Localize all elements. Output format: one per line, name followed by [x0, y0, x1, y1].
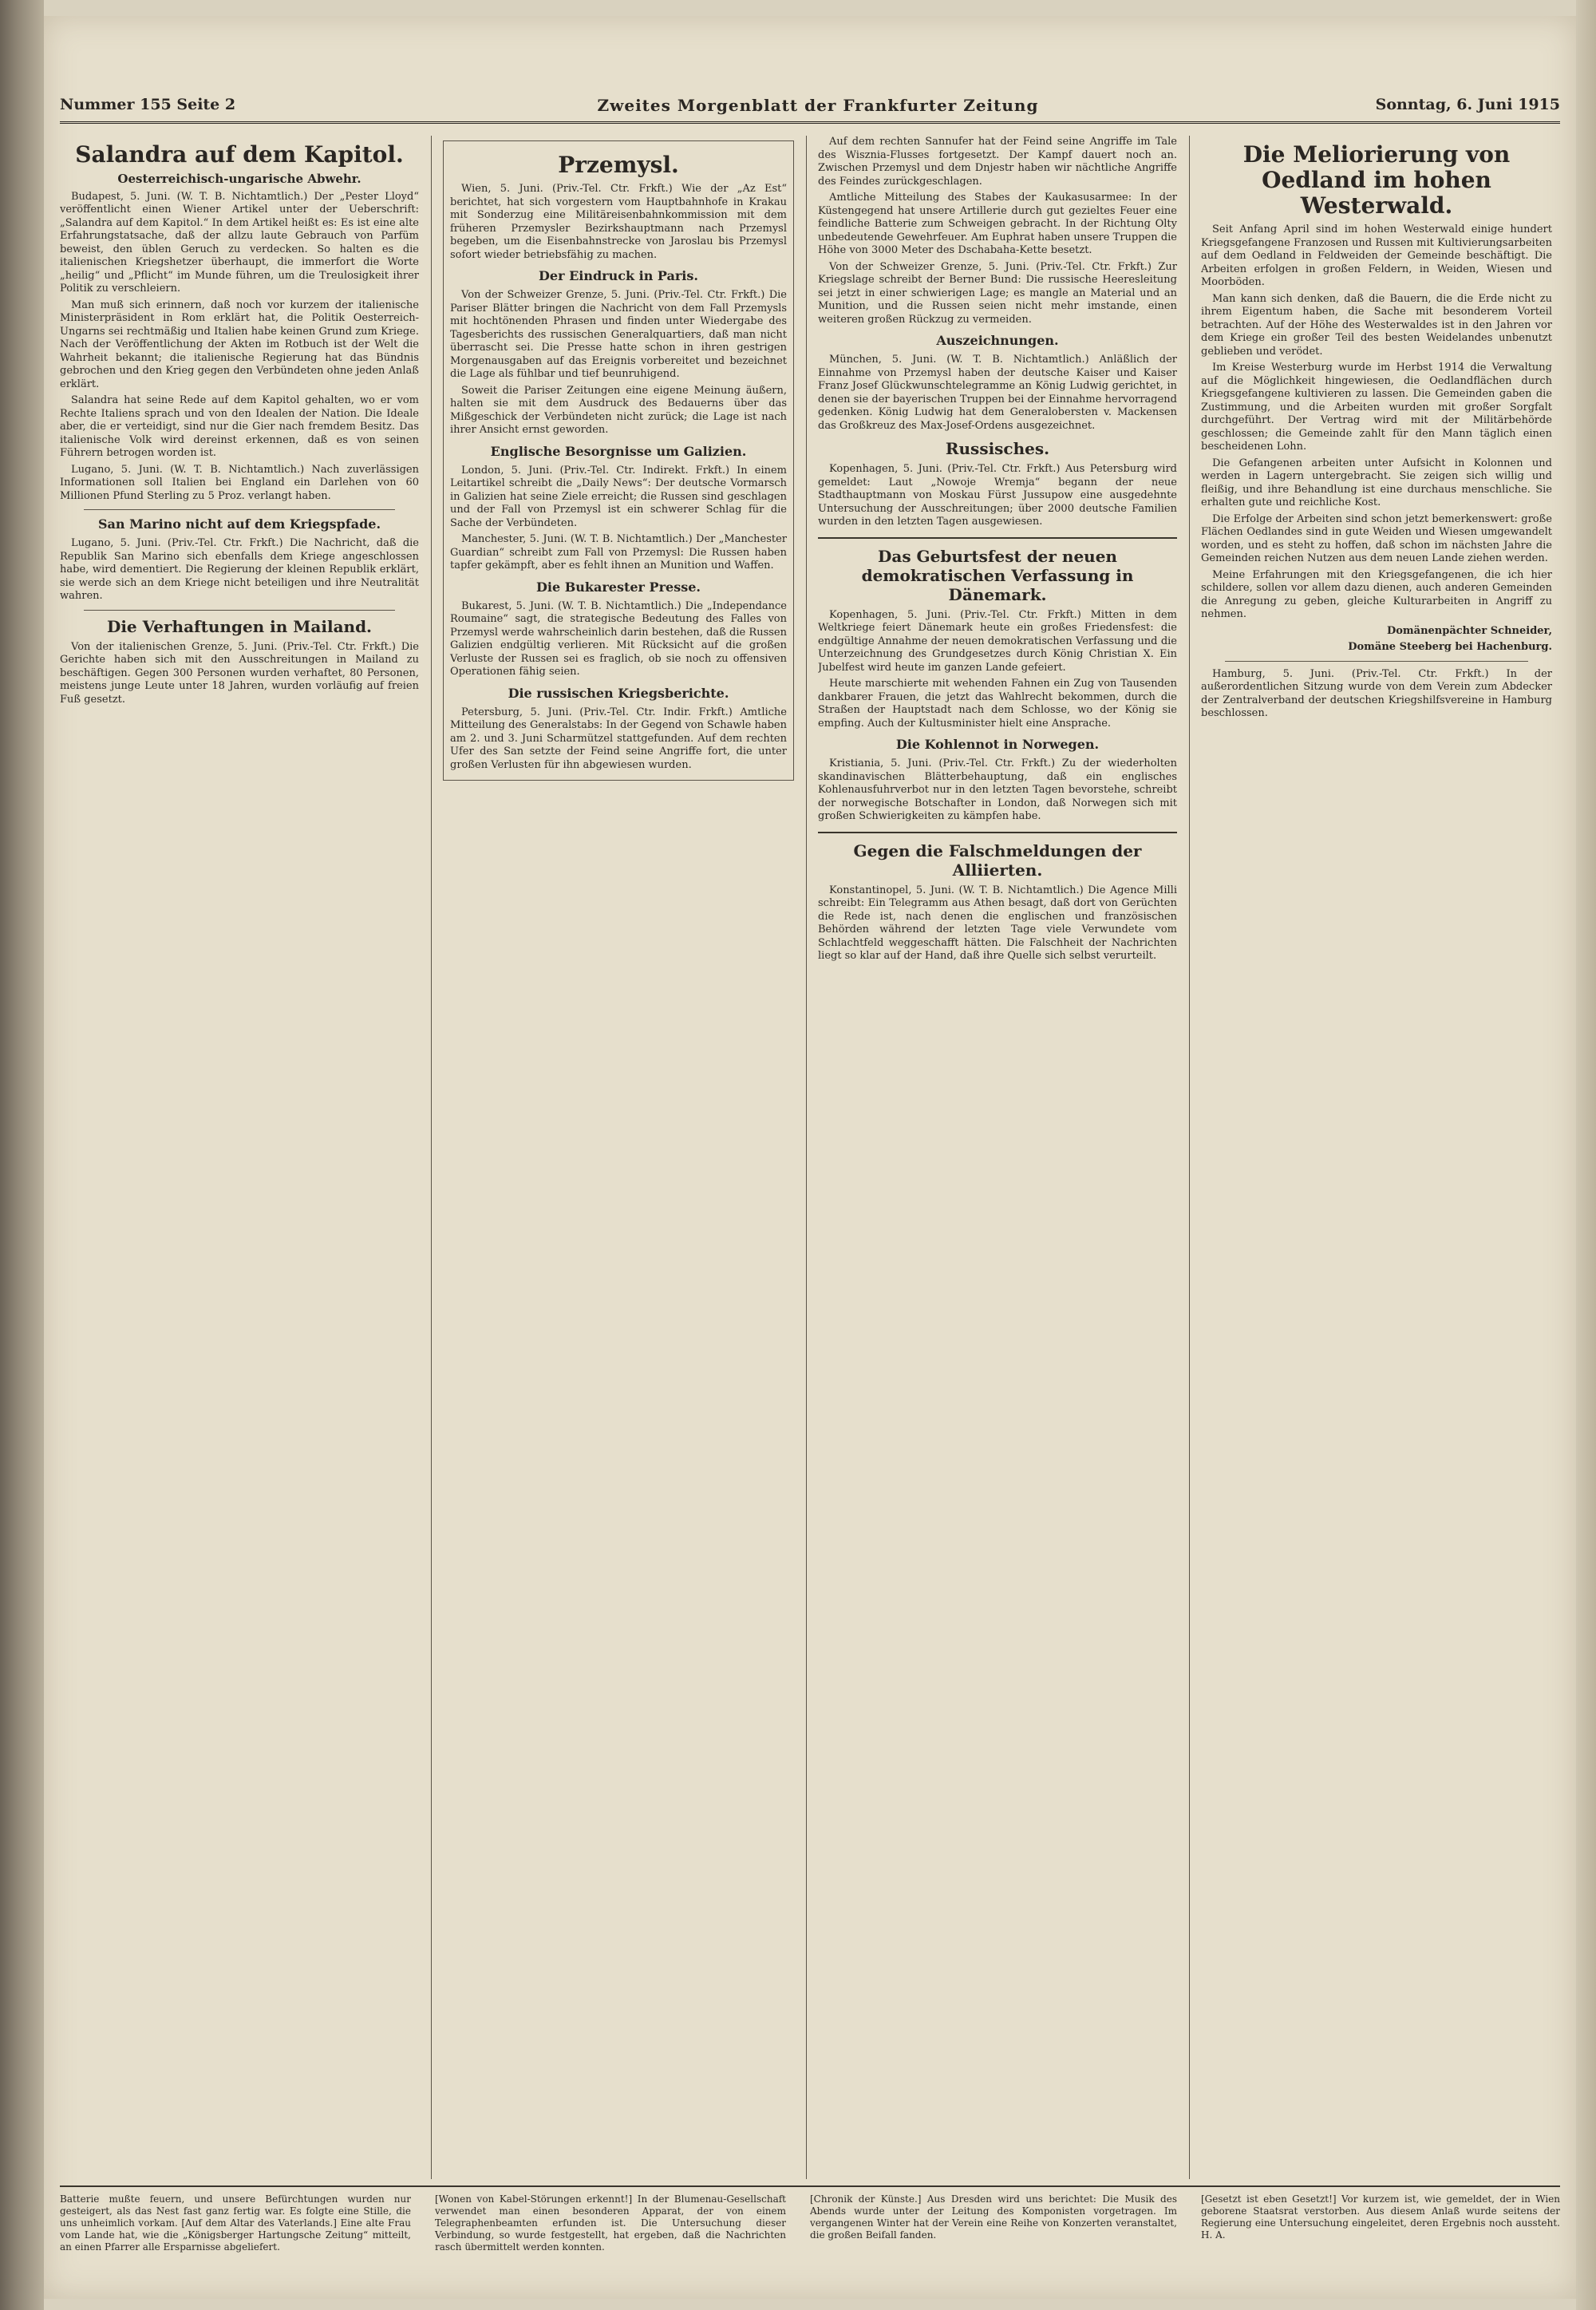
article-paragraph: Kopenhagen, 5. Juni. (Priv.-Tel. Ctr. Frkft.) Aus Petersburg wird gemeldet: Laut „Nowoje Wremja“ begann der neue Stadthauptmann von Moskau Fürst Jussupow eine ausgedehnte Untersuchung der Ausschreitungen; über 2000 deutsche Familien wurden in den letzten Tagen ausgewiesen.	[818, 463, 1177, 528]
author-signature: Domänenpächter Schneider,	[1386, 624, 1552, 637]
headline-san-marino: San Marino nicht auf dem Kriegspfade.	[97, 516, 381, 532]
divider	[1225, 661, 1528, 662]
page-edge	[1576, 0, 1596, 2310]
article-paragraph: Heute marschierte mit wehenden Fahnen ein Zug von Tausenden dankbarer Frauen, die jetzt das Wahlrecht bekommen, durch die Straßen der Hauptstadt nach dem Schlosse, wo der König sie empfing. Auch der Kultusminister hielt eine Ansprache.	[818, 678, 1177, 730]
headline-kohlennot: Die Kohlennot in Norwegen.	[895, 737, 1100, 752]
divider	[84, 509, 395, 510]
masthead	[60, 89, 1560, 124]
article-paragraph: Petersburg, 5. Juni. (Priv.-Tel. Ctr. Indir. Frkft.) Amtliche Mitteilung des Generalstabs: In der Gegend von Schawle haben am 2. und 3. Juni Scharmützel stattgefunden. Auf dem rechten Ufer des San setzte der Feind seine Angriffe fort, die unter großen Verlusten für ihn abgewiesen wurden.	[450, 706, 787, 771]
column-rule	[806, 136, 807, 2179]
article-paragraph: Von der italienischen Grenze, 5. Juni. (Priv.-Tel. Ctr. Frkft.) Die Gerichte haben sich mit den Ausschreitungen in Mailand zu beschäftigen. Gegen 300 Personen wurden verhaftet, 80 Personen, meistens junge Leute unter 18 Jahren, wurden vorläufig auf freien Fuß gesetzt.	[60, 640, 419, 706]
article-paragraph: Konstantinopel, 5. Juni. (W. T. B. Nichtamtlich.) Die Agence Milli schreibt: Ein Telegramm aus Athen besagt, daß dort von Gerüchten die Rede ist, nach denen die englischen und französischen Behörden während der letzten Tage viele Verwundete vom Schlachtfeld weggeschafft hätten. Die Falschheit der Nachrichten liegt so klar auf der Hand, daß ihre Quelle sich selbst verurteilt.	[818, 884, 1177, 962]
article-paragraph: Im Kreise Westerburg wurde im Herbst 1914 die Verwaltung auf die Möglichkeit hingewiesen, die Oedlandflächen durch Kriegsgefangene kultivieren zu lassen. Die Gemeinden gaben die Zustimmung, und die Arbeiten wurden mit großer Sorgfalt durchgeführt. Der Vertrag wird mit der Militärbehörde geschlossen; die Gemeinde zahlt für den Mann täglich einen bescheidenen Lohn.	[1201, 362, 1552, 453]
article-paragraph: Man kann sich denken, daß die Bauern, die die Erde nicht zu ihrem Eigentum haben, die Sache mit besonderem Vorteil betrachten. Auf der Höhe des Westerwaldes ist in den Jahren vor dem Kriege ein großer Teil des besten Weidelandes unbenutzt geblieben und verödet.	[1201, 292, 1552, 358]
article-paragraph: Die Erfolge der Arbeiten sind schon jetzt bemerkenswert: große Flächen Oedlandes sind in gute Weiden und Wiesen umgewandelt worden, und es steht zu hoffen, daß schon im nächsten Jahre die Gemeinden reichen Nutzen aus dem neuen Lande ziehen werden.	[1201, 512, 1552, 564]
article-paragraph: München, 5. Juni. (W. T. B. Nichtamtlich.) Anläßlich der Einnahme von Przemysl haben der deutsche Kaiser und Kaiser Franz Josef Glückwunschtelegramme an König Ludwig gerichtet, in denen sie der bayerischen Truppen bei der Einnahme hervorragend gedenken. König Ludwig hat dem Generalobersten v. Mackensen das Großkreuz des Max-Josef-Ordens ausgezeichnet.	[818, 354, 1177, 432]
book-binding	[0, 0, 44, 2310]
article-paragraph: Man muß sich erinnern, daß noch vor kurzem der italienische Ministerpräsident in Rom erklärt hat, die Politik Oesterreich-Ungarns sei rechtmäßig und Italien habe keinen Grund zum Kriege. Nach der Veröffentlichung der Akten im Rotbuch ist der Welt die Wahrheit bekannt; die italienische Regierung hat das Bündnis gebrochen und den Krieg gegen den Verbündeten ohne jeden Anlaß erklärt.	[60, 299, 419, 390]
article-paragraph: Meine Erfahrungen mit den Kriegsgefangenen, die ich hier schildere, sollen vor allem dazu dienen, auch anderen Gemeinden die Anregung zu geben, gleiche Kulturarbeiten in Angriff zu nehmen.	[1201, 568, 1552, 620]
column-4	[1201, 136, 1552, 2179]
article-paragraph: Kopenhagen, 5. Juni. (Priv.-Tel. Ctr. Frkft.) Mitten in dem Weltkriege feiert Dänemark heute ein großes Friedensfest: die endgültige Annahme der neuen demokratischen Verfassung und die Unterzeichnung des Grundgesetzes durch König Christian X. Ein Jubelfest wird heute im ganzen Lande gefeiert.	[818, 608, 1177, 674]
divider	[84, 610, 395, 611]
headline-russische-kriegsberichte: Die russischen Kriegsberichte.	[508, 685, 729, 701]
article-paragraph: Bukarest, 5. Juni. (W. T. B. Nichtamtlich.) Die „Independance Roumaine“ sagt, die strategische Bedeutung des Falles von Przemysl werde wahrscheinlich darin bestehen, daß die Russen Galizien endgültig verlieren. Mit Rücksicht auf die großen Verluste der Russen sei es fraglich, ob sie noch zu offensiven Operationen fähig seien.	[450, 599, 787, 678]
feuilleton-text: [Wonen von Kabel-Störungen erkennt!] In der Blumenau-Gesellschaft verwendet man einen besonderen Apparat, der von einem Telegraphenbeamten erfunden ist. Die Untersuchung dieser Verbindung, so wurde festgestellt, hat ergeben, daß die Nachrichten rasch übermittelt werden konnten.	[435, 2193, 786, 2253]
headline-daenemark: Das Geburtsfest der neuen demokratischen Verfassung in Dänemark.	[861, 546, 1134, 604]
article-paragraph: Von der Schweizer Grenze, 5. Juni. (Priv.-Tel. Ctr. Frkft.) Die Pariser Blätter bringen die Nachricht von dem Fall Przemysls mit hochtönenden Phrasen und finden unter Wiedergabe des Tagesberichts des russischen Generalquartiers, daß man nicht überrascht sei. Die Presse hatte schon in ihren gestrigen Morgenausgaben auf das Ereignis vorbereitet und bezeichnet die Lage als fühlbar und tief beunruhigend.	[450, 289, 787, 380]
headline-salandra: Salandra auf dem Kapitol.	[75, 141, 404, 168]
newspaper-page	[44, 16, 1576, 2299]
divider	[818, 832, 1177, 833]
article-paragraph: Soweit die Pariser Zeitungen eine eigene Meinung äußern, halten sie mit dem Ausdruck des Bedauerns über das Mißgeschick der Verbündeten nicht zurück; die Lage ist nach ihrer Ansicht ernst geworden.	[450, 384, 787, 436]
headline-przemysl: Przemysl.	[558, 152, 679, 178]
headline-englische-besorgnisse: Englische Besorgnisse um Galizien.	[490, 443, 747, 459]
article-paragraph: Lugano, 5. Juni. (W. T. B. Nichtamtlich.) Nach zuverlässigen Informationen soll Italien bei England ein Darlehen von 60 Millionen Pfund Sterling zu 5 Proz. verlangt haben.	[60, 463, 419, 502]
headline-bukarester-presse: Die Bukarester Presse.	[536, 579, 701, 595]
przemysl-box	[443, 140, 794, 781]
column-2	[443, 136, 794, 2179]
feuilleton-text: [Chronik der Künste.] Aus Dresden wird uns berichtet: Die Musik des Abends wurde unter der Leitung des Komponisten vorgetragen. Im vergangenen Winter hat der Verein eine Reihe von Konzerten veranstaltet, die großen Beifall fanden.	[810, 2193, 1177, 2241]
article-paragraph: Auf dem rechten Sannufer hat der Feind seine Angriffe im Tale des Wisznia-Flusses fortgesetzt. Der Kampf dauert noch an. Zwischen Przemysl und dem Dnjestr haben wir nächtliche Angriffe des Feindes zurückgeschlagen.	[818, 136, 1177, 188]
article-paragraph: Die Gefangenen arbeiten unter Aufsicht in Kolonnen und werden in Lagern untergebracht. Sie zeigen sich willig und fleißig, und ihre Behandlung ist eine durchaus menschliche. Sie erhalten gute und reichliche Kost.	[1201, 457, 1552, 508]
article-paragraph: Budapest, 5. Juni. (W. T. B. Nichtamtlich.) Der „Pester Lloyd“ veröffentlicht einen Wiener Artikel unter der Ueberschrift: „Salandra auf dem Kapitol.“ In dem Artikel heißt es: Es ist eine alte Erfahrungstatsache, daß der allzu laute Gebrauch von Parfüm beweist, den üblen Geruch zu verdecken. So halten es die italienischen Kriegshetzer überhaupt, die immerfort die Worte „heilig“ und „Pflicht“ im Munde führen, um die Treulosigkeit ihrer Politik zu verschleiern.	[60, 190, 419, 295]
article-paragraph: Seit Anfang April sind im hohen Westerwald einige hundert Kriegsgefangene Franzosen und Russen mit Kultivierungsarbeiten auf dem Oedland in Feldweiden der Gemeinde beschäftigt. Die Arbeiten erfolgen in großen Feldern, in Weiden, Wiesen und Moorböden.	[1201, 223, 1552, 288]
headline-falschmeldungen: Gegen die Falschmeldungen der Alliierten.	[853, 841, 1142, 880]
article-paragraph: Hamburg, 5. Juni. (Priv.-Tel. Ctr. Frkft.) In der außerordentlichen Sitzung wurde von dem Verein zum Abdecker der Zentralverband der deutschen Kriegshilfsvereine in Hamburg beschlossen.	[1201, 667, 1552, 719]
column-rule	[431, 136, 432, 2179]
article-paragraph: Amtliche Mitteilung des Stabes der Kaukasusarmee: In der Küstengegend hat unsere Artillerie durch gut gezieltes Feuer eine feindliche Batterie zum Schweigen gebracht. In der Richtung Olty unbedeutende Gewehrfeuer. Am Euphrat haben unsere Truppen die Höhe von 3000 Meter des Dschabaha-Kette besetzt.	[818, 192, 1177, 256]
issue-date: Sonntag, 6. Juni 1915	[1375, 96, 1560, 113]
article-paragraph: Kristiania, 5. Juni. (Priv.-Tel. Ctr. Frkft.) Zu der wiederholten skandinavischen Blätterbehauptung, daß ein englisches Kohlenausfuhrverbot nur in den letzten Tagen bevorstehe, schreibt der norwegische Botschafter in London, daß Norwegen sich mit großen Schwierigkeiten zu kämpfen habe.	[818, 757, 1177, 822]
column-rule	[1189, 136, 1190, 2179]
article-paragraph: Salandra hat seine Rede auf dem Kapitol gehalten, wo er vom Rechte Italiens sprach und von den Idealen der Nation. Die Ideale aber, die er verteidigt, sind nur die Gier nach fremdem Besitz. Das italienische Volk wird dereinst erkennen, daß es von seinen Führern betrogen worden ist.	[60, 394, 419, 459]
subheadline-abwehr: Oesterreichisch-ungarische Abwehr.	[117, 172, 361, 186]
feuilleton-text: Batterie mußte feuern, und unsere Befürchtungen wurden nur gesteigert, als das Nest fast ganz fertig war. Es folgte eine Stille, die uns unheimlich vorkam. [Auf dem Altar des Vaterlands.] Eine alte Frau vom Lande hat, wie die „Königsberger Hartungsche Zeitung“ mitteilt, an einen Pfarrer alle Ersparnisse abgeliefert.	[60, 2193, 411, 2253]
article-paragraph: London, 5. Juni. (Priv.-Tel. Ctr. Indirekt. Frkft.) In einem Leitartikel schreibt die „Daily News“: Der deutsche Vormarsch in Galizien hat seine Ziele erreicht; die Russen sind geschlagen und der Fall von Przemysl ist ein schwerer Schlag für die Sache der Verbündeten.	[450, 464, 787, 529]
issue-number: Nummer 155 Seite 2	[60, 96, 236, 113]
column-1	[60, 136, 419, 2179]
headline-eindruck-paris: Der Eindruck in Paris.	[539, 268, 698, 283]
headline-russisches: Russisches.	[945, 439, 1050, 458]
headline-verhaftungen: Die Verhaftungen in Mailand.	[106, 616, 373, 636]
headline-meliorierung: Die Meliorierung von Oedland im hohen Westerwald.	[1242, 141, 1511, 219]
paper-title: Zweites Morgenblatt der Frankfurter Zeitung	[597, 96, 1039, 115]
feuilleton-band	[60, 2185, 1560, 2289]
column-3	[818, 136, 1177, 2179]
article-paragraph: Manchester, 5. Juni. (W. T. B. Nichtamtlich.) Der „Manchester Guardian“ schreibt zum Fall von Przemysl: Die Russen haben tapfer gekämpft, aber es fehlt ihnen an Munition und Waffen.	[450, 533, 787, 572]
article-paragraph: Lugano, 5. Juni. (Priv.-Tel. Ctr. Frkft.) Die Nachricht, daß die Republik San Marino sich ebenfalls dem Kriege angeschlossen habe, wird dementiert. Die Regierung der kleinen Republik erklärt, sie werde sich an dem Kriege nicht beteiligen und ihre Neutralität wahren.	[60, 537, 419, 602]
article-paragraph: Von der Schweizer Grenze, 5. Juni. (Priv.-Tel. Ctr. Frkft.) Zur Kriegslage schreibt der Berner Bund: Die russische Heeresleitung sei jetzt in einer schwierigen Lage; es mangle an Material und an Munition, und die Russen seien nicht mehr imstande, einen weiteren großen Rückzug zu vermeiden.	[818, 260, 1177, 326]
headline-auszeichnungen: Auszeichnungen.	[936, 333, 1059, 348]
article-paragraph: Wien, 5. Juni. (Priv.-Tel. Ctr. Frkft.) Wie der „Az Est“ berichtet, hat sich vorgestern vom Hauptbahnhofe in Krakau mit Sonderzug eine Militäreisenbahnkommission mit dem früheren Przemysler Bezirkshauptmann nach Przemysl begeben, um die Eisenbahnstrecke von Jaroslau bis Przemysl sofort wieder betriebsfähig zu machen.	[450, 183, 787, 261]
divider	[818, 537, 1177, 539]
feuilleton-text: [Gesetzt ist eben Gesetzt!] Vor kurzem ist, wie gemeldet, der in Wien geborene Staatsrat verstorben. Aus diesem Anlaß wurde seitens der Regierung eine Untersuchung eingeleitet, deren Ergebnis noch aussteht. H. A.	[1201, 2193, 1560, 2241]
author-location: Domäne Steeberg bei Hachenburg.	[1348, 641, 1552, 653]
